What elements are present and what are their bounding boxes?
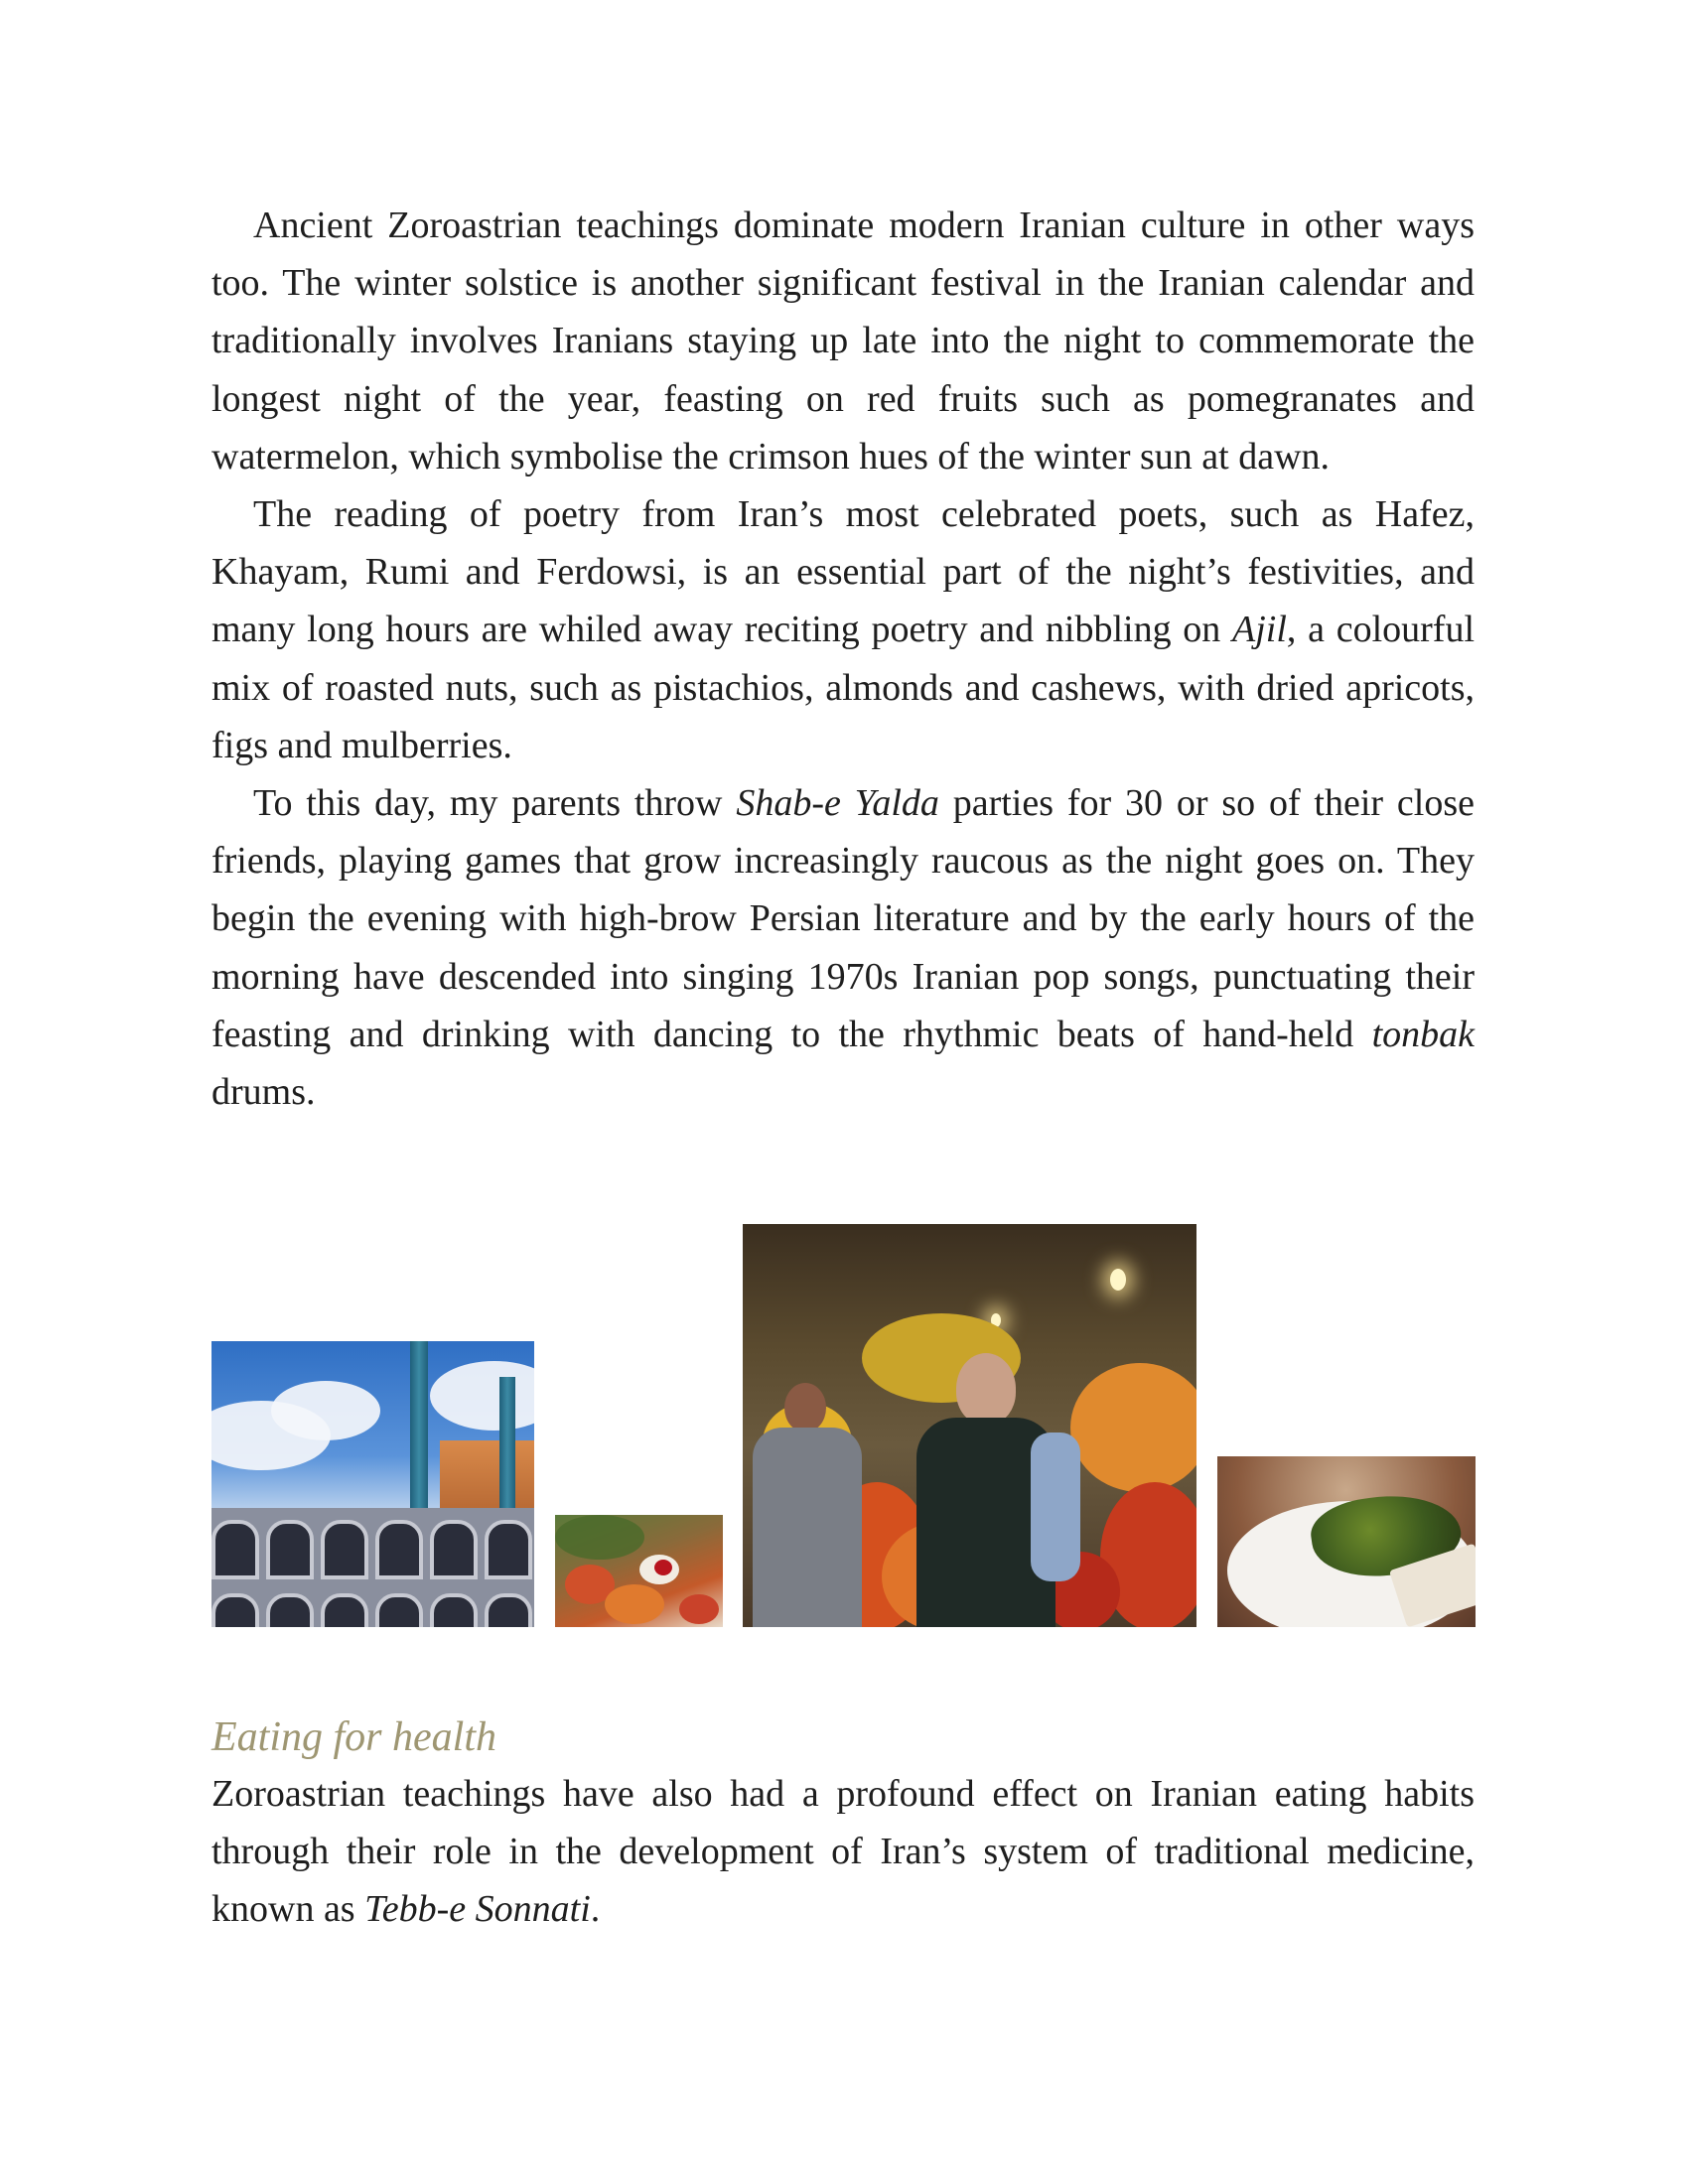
minaret-left <box>410 1341 428 1515</box>
italic-term-ajil: Ajil <box>1232 609 1287 651</box>
section-heading: Eating for health <box>211 1714 496 1760</box>
paragraph-text: , a colourful mix of roasted nuts, such as pistachios, almonds and cashews, with dried apricots, figs and mulberries. <box>211 609 1476 766</box>
mosque-photo <box>211 1341 534 1627</box>
paragraph-text: . <box>590 1888 601 1931</box>
arch-shape <box>321 1520 368 1579</box>
paragraph-traditional-medicine <box>211 1765 1475 1939</box>
article-body-top <box>211 197 1475 1121</box>
foliage-shape <box>555 1515 644 1560</box>
arch-shape <box>321 1593 368 1627</box>
paragraph-winter-solstice <box>211 197 1475 485</box>
arch-shape <box>430 1520 478 1579</box>
italic-term-shab-e-yalda: Shab-e Yalda <box>736 782 939 825</box>
cloud-shape <box>271 1381 380 1440</box>
arch-shape <box>266 1520 314 1579</box>
flower-shape <box>679 1594 719 1624</box>
paragraph-text: To this day, my parents throw <box>253 782 737 825</box>
arch-shape <box>375 1593 423 1627</box>
arch-shape <box>211 1520 259 1579</box>
flower-shape <box>605 1584 664 1624</box>
arch-shape <box>430 1593 478 1627</box>
minaret-right <box>499 1377 515 1516</box>
paragraph-shab-e-yalda <box>211 774 1475 1121</box>
arch-shape <box>211 1593 259 1627</box>
paragraph-text: The reading of poetry from Iran’s most celebrated poets, such as Hafez, Khayam, Rumi and Ferdowsi, is an essential part of the night’s festivities, and many long hours are whiled away reciting poetry and nibbling on <box>211 493 1475 651</box>
shopper-figure <box>753 1428 862 1627</box>
paragraph-poetry <box>211 485 1475 774</box>
flowers-photo <box>555 1515 723 1627</box>
paragraph-text: Zoroastrian teachings have also had a profound effect on Iranian eating habits through their role in the development of Iran’s system of traditional medicine, known as <box>211 1773 1475 1931</box>
arch-shape <box>266 1593 314 1627</box>
article-body-bottom <box>211 1765 1475 1939</box>
lamp-shape <box>1110 1269 1126 1291</box>
market-photo <box>743 1224 1196 1627</box>
arch-shape <box>485 1593 532 1627</box>
cloud-shape <box>430 1361 534 1431</box>
dish-photo <box>1217 1456 1476 1627</box>
shopper-figure <box>784 1383 826 1433</box>
italic-term-tebb-e-sonnati: Tebb-e Sonnati <box>364 1888 591 1931</box>
mosque-facade <box>440 1440 534 1510</box>
fruit-pile <box>1070 1363 1196 1492</box>
vendor-figure <box>956 1353 1016 1425</box>
arch-shape <box>485 1520 532 1579</box>
paragraph-text: Ancient Zoroastrian teachings dominate modern Iranian culture in other ways too. The winter solstice is another significant festival in the Iranian calendar and traditionally involves Iranians staying up late into the night to commemorate the longest night of the year, feasting on red fruits such as pomegranates and watermelon, which symbolise the crimson hues of the winter sun at dawn. <box>211 205 1475 478</box>
vendor-figure <box>1031 1433 1080 1581</box>
italic-term-tonbak: tonbak <box>1371 1013 1475 1055</box>
paragraph-text: drums. <box>211 1071 316 1114</box>
arch-shape <box>375 1520 423 1579</box>
paragraph-text: parties for 30 or so of their close friends, playing games that grow increasingly raucous as the night goes on. They begin the evening with high-brow Persian literature and by the early hours of the morning have descended into singing 1970s Iranian pop songs, punctuating their feasting and drinking with dancing to the rhythmic beats of hand-held <box>211 782 1475 1055</box>
flower-shape <box>654 1560 672 1575</box>
